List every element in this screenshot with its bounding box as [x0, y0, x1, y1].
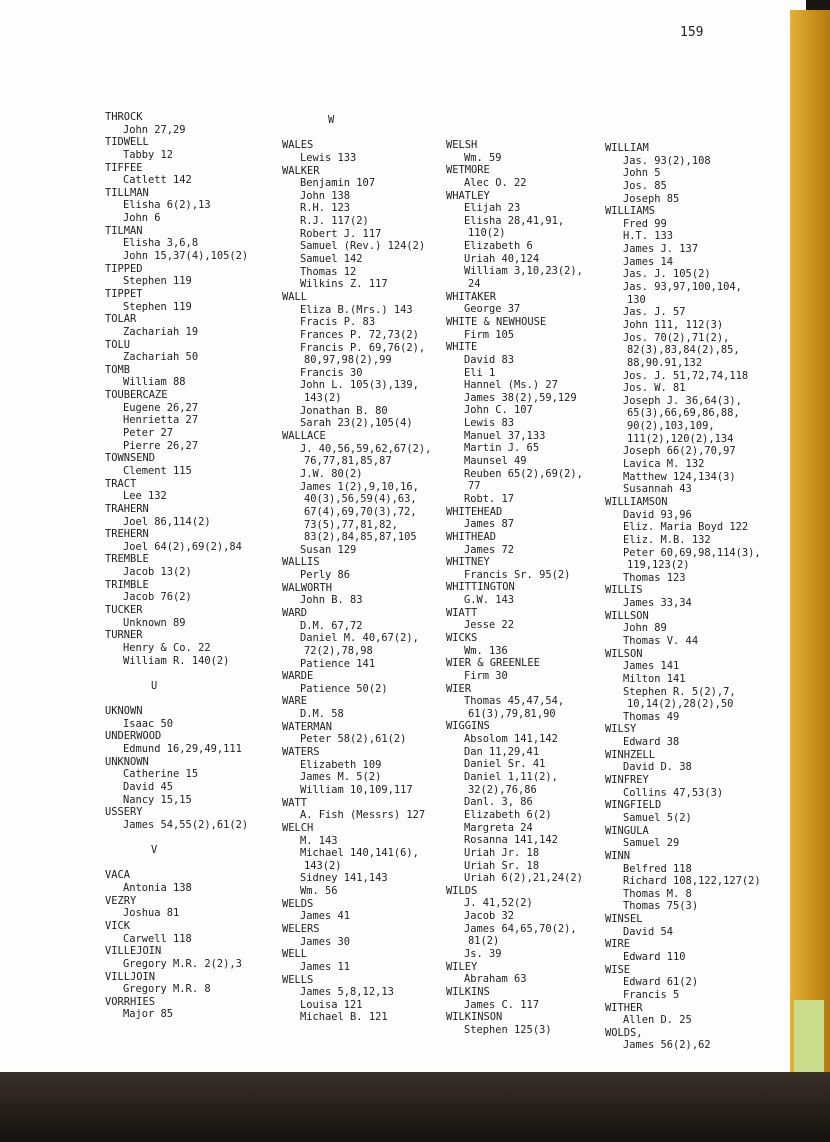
- given-name-entry: Daniel Sr. 41: [464, 758, 546, 771]
- given-name-entry: Robt. 17: [464, 492, 515, 505]
- surname-heading: USSERY: [105, 806, 143, 819]
- surname-heading: TREHERN: [105, 528, 149, 541]
- surname-heading: WILKINSON: [446, 1011, 503, 1024]
- given-name-entry: Thomas 75(3): [623, 900, 699, 913]
- given-name-entry: John 5: [623, 167, 661, 180]
- given-name-entry: Joel 64(2),69(2),84: [123, 540, 242, 553]
- given-name-entry: Absolom 141,142: [464, 733, 558, 746]
- given-name-entry: G.W. 143: [464, 594, 515, 607]
- given-name-entry: John B. 83: [300, 594, 363, 607]
- surname-heading: WIGGINS: [446, 720, 490, 733]
- given-name-entry: James J. 137: [623, 243, 699, 256]
- surname-heading: WHITEHEAD: [446, 505, 503, 518]
- surname-heading: WHITTINGTON: [446, 581, 515, 594]
- given-name-entry: Daniel 1,11(2),: [464, 771, 558, 784]
- index-column-1: [105, 111, 248, 1021]
- given-name-entry: Margreta 24: [464, 821, 533, 834]
- given-name-entry: James M. 5(2): [300, 771, 382, 784]
- entry-continuation: 111(2),120(2),134: [627, 432, 734, 445]
- surname-heading: UNKNOWN: [105, 755, 149, 768]
- given-name-entry: Isaac 50: [123, 717, 174, 730]
- surname-heading: WHITE & NEWHOUSE: [446, 315, 547, 328]
- given-name-entry: Manuel 37,133: [464, 429, 546, 442]
- given-name-entry: Elijah 23: [464, 202, 521, 215]
- given-name-entry: Francis 30: [300, 366, 363, 379]
- given-name-entry: James 14: [623, 255, 674, 268]
- given-name-entry: Henrietta 27: [123, 414, 199, 427]
- entry-continuation: 83(2),84,85,87,105: [304, 531, 417, 544]
- given-name-entry: James C. 117: [464, 998, 540, 1011]
- given-name-entry: Michael B. 121: [300, 1011, 388, 1024]
- given-name-entry: Susannah 43: [623, 483, 692, 496]
- surname-heading: WINN: [605, 849, 631, 862]
- given-name-entry: James 30: [300, 935, 351, 948]
- given-name-entry: M. 143: [300, 834, 338, 847]
- given-name-entry: Jacob 13(2): [123, 566, 192, 579]
- given-name-entry: R.J. 117(2): [300, 215, 369, 228]
- index-column-2: [282, 114, 431, 1024]
- given-name-entry: Samuel 142: [300, 253, 363, 266]
- given-name-entry: Unknown 89: [123, 616, 186, 629]
- surname-heading: WILLIAM: [605, 142, 649, 154]
- surname-heading: TOLU: [105, 338, 131, 351]
- entry-continuation: 88,90.91,132: [627, 356, 703, 369]
- surname-heading: VACA: [105, 869, 131, 882]
- surname-heading: WATT: [282, 796, 308, 809]
- given-name-entry: Matthew 124,134(3): [623, 470, 736, 483]
- given-name-entry: William 88: [123, 376, 186, 389]
- surname-heading: WATERMAN: [282, 720, 333, 733]
- surname-heading: WICKS: [446, 631, 478, 644]
- surname-heading: WILDS: [446, 884, 478, 897]
- given-name-entry: Js. 39: [464, 948, 502, 960]
- entry-continuation: 76,77,81,85,87: [304, 455, 392, 468]
- given-name-entry: Dan 11,29,41: [464, 745, 540, 758]
- given-name-entry: Eugene 26,27: [123, 401, 199, 414]
- surname-heading: TUCKER: [105, 603, 143, 616]
- given-name-entry: Patience 50(2): [300, 682, 388, 695]
- given-name-entry: Jas. J. 105(2): [623, 268, 711, 281]
- given-name-entry: Reuben 65(2),69(2),: [464, 467, 583, 480]
- given-name-entry: Peter 27: [123, 427, 174, 440]
- surname-heading: WILLSON: [605, 609, 649, 622]
- given-name-entry: Carwell 118: [123, 932, 192, 945]
- given-name-entry: Thomas V. 44: [623, 634, 699, 647]
- entry-continuation: 143(2): [304, 859, 342, 872]
- given-name-entry: George 37: [464, 303, 521, 316]
- given-name-entry: Uriah Sr. 18: [464, 859, 540, 872]
- given-name-entry: Tabby 12: [123, 148, 174, 161]
- given-name-entry: Thomas 123: [623, 571, 686, 584]
- given-name-entry: Wm. 136: [464, 644, 508, 657]
- entry-continuation: 119,123(2): [627, 559, 690, 572]
- given-name-entry: Clement 115: [123, 464, 192, 477]
- entry-continuation: 73(5),77,81,82,: [304, 518, 398, 531]
- given-name-entry: Jas. 93(2),108: [623, 154, 711, 167]
- given-name-entry: William 3,10,23(2),: [464, 265, 583, 278]
- entry-continuation: 72(2),78,98: [304, 644, 373, 657]
- surname-heading: WARD: [282, 606, 308, 619]
- surname-heading: THROCK: [105, 111, 143, 123]
- given-name-entry: Francis 5: [623, 988, 680, 1001]
- entry-continuation: 143(2): [304, 392, 342, 405]
- surname-heading: VORRHIES: [105, 995, 156, 1008]
- surname-heading: UKNOWN: [105, 705, 143, 718]
- surname-heading: WIER: [446, 682, 472, 695]
- surname-heading: WILSY: [605, 723, 637, 736]
- given-name-entry: Thomas 49: [623, 710, 680, 723]
- surname-heading: WALWORTH: [282, 581, 333, 594]
- surname-heading: VILLEJOIN: [105, 945, 162, 958]
- given-name-entry: Eliz. Maria Boyd 122: [623, 521, 749, 534]
- given-name-entry: Lavica M. 132: [623, 458, 705, 471]
- surname-heading: TOWNSEND: [105, 452, 156, 465]
- given-name-entry: David 45: [123, 780, 174, 793]
- given-name-entry: Thomas 45,47,54,: [464, 695, 565, 708]
- given-name-entry: John C. 107: [464, 404, 533, 417]
- given-name-entry: Elizabeth 6: [464, 240, 533, 253]
- surname-heading: TOLAR: [105, 313, 137, 326]
- given-name-entry: James 33,34: [623, 597, 692, 610]
- given-name-entry: Danl. 3, 86: [464, 796, 533, 809]
- surname-heading: WELCH: [282, 821, 314, 834]
- entry-continuation: 82(3),83,84(2),85,: [627, 344, 740, 357]
- surname-heading: WINGFIELD: [605, 799, 662, 812]
- given-name-entry: James 38(2),59,129: [464, 391, 577, 404]
- given-name-entry: John L. 105(3),139,: [300, 379, 419, 392]
- given-name-entry: Wm. 56: [300, 885, 338, 898]
- given-name-entry: D.M. 67,72: [300, 619, 363, 632]
- surname-heading: TREMBLE: [105, 553, 149, 566]
- surname-heading: WIRE: [605, 938, 631, 951]
- surname-heading: WATERS: [282, 746, 320, 759]
- given-name-entry: Thomas 12: [300, 265, 357, 278]
- entry-continuation: 130: [627, 293, 646, 306]
- given-name-entry: Catlett 142: [123, 174, 192, 187]
- surname-heading: WHITHEAD: [446, 530, 497, 543]
- surname-heading: TRAHERN: [105, 502, 149, 515]
- given-name-entry: Alec O. 22: [464, 176, 527, 189]
- given-name-entry: Catherine 15: [123, 768, 199, 781]
- section-letter: W: [328, 114, 335, 126]
- surname-heading: WILEY: [446, 960, 478, 973]
- given-name-entry: James 87: [464, 518, 515, 531]
- given-name-entry: Rosanna 141,142: [464, 834, 558, 847]
- surname-heading: TIDWELL: [105, 136, 149, 149]
- given-name-entry: Jas. J. 57: [623, 306, 686, 319]
- given-name-entry: Uriah 40,124: [464, 252, 540, 265]
- surname-heading: VEZRY: [105, 894, 137, 907]
- blank-line: [105, 667, 248, 680]
- surname-heading: WETMORE: [446, 164, 490, 177]
- given-name-entry: James 11: [300, 960, 351, 973]
- surname-heading: TIPPED: [105, 262, 143, 275]
- given-name-entry: Stephen 125(3): [464, 1023, 552, 1036]
- given-name-entry: Firm 105: [464, 328, 515, 341]
- surname-heading: WELSH: [446, 139, 478, 151]
- surname-heading: WELERS: [282, 923, 320, 935]
- given-name-entry: Jos. J. 51,72,74,118: [623, 369, 749, 382]
- surname-heading: WALLIS: [282, 556, 320, 569]
- given-name-entry: John 89: [623, 622, 667, 635]
- given-name-entry: James 64,65,70(2),: [464, 922, 577, 935]
- given-name-entry: Francis P. 69,76(2),: [300, 341, 426, 354]
- surname-heading: WOLDS,: [605, 1026, 643, 1039]
- scan-shadow: [0, 1072, 830, 1142]
- entry-continuation: 81(2): [468, 935, 500, 948]
- surname-heading: WELDS: [282, 897, 314, 910]
- given-name-entry: Samuel 5(2): [623, 811, 692, 824]
- surname-heading: WIATT: [446, 606, 478, 619]
- surname-heading: TOUBERCAZE: [105, 389, 168, 402]
- given-name-entry: Milton 141: [623, 672, 686, 685]
- entry-continuation: 24: [468, 278, 481, 291]
- given-name-entry: William 10,109,117: [300, 783, 413, 796]
- surname-heading: UNDERWOOD: [105, 730, 162, 743]
- given-name-entry: Hannel (Ms.) 27: [464, 379, 558, 392]
- given-name-entry: Jacob 76(2): [123, 591, 192, 604]
- surname-heading: WHITE: [446, 341, 478, 354]
- given-name-entry: Patience 141: [300, 657, 376, 670]
- given-name-entry: Uriah 6(2),21,24(2): [464, 872, 583, 885]
- given-name-entry: Jos. 70(2),71(2),: [623, 331, 730, 344]
- given-name-entry: Daniel M. 40,67(2),: [300, 632, 419, 645]
- surname-heading: WILLIAMS: [605, 205, 656, 218]
- given-name-entry: Jesse 22: [464, 619, 515, 632]
- given-name-entry: Lewis 133: [300, 151, 357, 164]
- entry-continuation: 67(4),69,70(3),72,: [304, 505, 417, 518]
- given-name-entry: Gregory M.R. 2(2),3: [123, 957, 242, 970]
- given-name-entry: Elizabeth 6(2): [464, 808, 552, 821]
- surname-heading: WALL: [282, 290, 308, 303]
- given-name-entry: Allen D. 25: [623, 1014, 692, 1027]
- given-name-entry: David 93,96: [623, 508, 692, 521]
- surname-heading: TIPPET: [105, 287, 143, 300]
- given-name-entry: Sarah 23(2),105(4): [300, 417, 413, 430]
- surname-heading: WISE: [605, 963, 631, 976]
- given-name-entry: Joshua 81: [123, 907, 180, 920]
- given-name-entry: Elizabeth 109: [300, 758, 382, 771]
- surname-heading: WILSON: [605, 647, 643, 660]
- given-name-entry: Uriah Jr. 18: [464, 846, 540, 859]
- given-name-entry: Edward 38: [623, 736, 680, 749]
- given-name-entry: A. Fish (Messrs) 127: [300, 809, 426, 822]
- given-name-entry: Jonathan B. 80: [300, 404, 388, 417]
- surname-heading: TRIMBLE: [105, 578, 149, 591]
- given-name-entry: Peter 58(2),61(2): [300, 733, 407, 746]
- given-name-entry: James 54,55(2),61(2): [123, 818, 249, 831]
- given-name-entry: Antonia 138: [123, 882, 192, 895]
- given-name-entry: Francis Sr. 95(2): [464, 568, 571, 581]
- surname-heading: TILLMAN: [105, 186, 149, 199]
- surname-heading: WILLIAMSON: [605, 495, 668, 508]
- given-name-entry: Collins 47,53(3): [623, 786, 724, 799]
- given-name-entry: David 54: [623, 925, 674, 938]
- given-name-entry: Richard 108,122,127(2): [623, 875, 761, 888]
- given-name-entry: John 27,29: [123, 123, 186, 136]
- given-name-entry: James 72: [464, 543, 515, 556]
- book-edge-decoration: [790, 10, 830, 1072]
- book-edge-tab: [794, 1000, 824, 1072]
- given-name-entry: J. 40,56,59,62,67(2),: [300, 442, 432, 455]
- section-letter: U: [151, 679, 158, 692]
- given-name-entry: Zachariah 50: [123, 351, 199, 364]
- given-name-entry: Wilkins Z. 117: [300, 278, 388, 291]
- surname-heading: WARDE: [282, 670, 314, 683]
- given-name-entry: Jas. 93,97,100,104,: [623, 281, 742, 294]
- blank-line: [105, 692, 248, 705]
- surname-heading: TIFFEE: [105, 161, 143, 174]
- entry-continuation: 110(2): [468, 227, 506, 240]
- surname-heading: WHITNEY: [446, 556, 490, 569]
- surname-heading: WELL: [282, 948, 308, 961]
- given-name-entry: Joseph 85: [623, 192, 680, 205]
- given-name-entry: Stephen 119: [123, 300, 192, 313]
- entry-continuation: 40(3),56,59(4),63,: [304, 493, 417, 506]
- given-name-entry: Maunsel 49: [464, 455, 527, 468]
- entry-continuation: 90(2),103,109,: [627, 420, 715, 433]
- surname-heading: WHITAKER: [446, 290, 497, 303]
- given-name-entry: Gregory M.R. 8: [123, 983, 211, 996]
- given-name-entry: Fred 99: [623, 217, 667, 230]
- given-name-entry: H.T. 133: [623, 230, 674, 243]
- given-name-entry: Elisha 3,6,8: [123, 237, 199, 250]
- given-name-entry: Jacob 32: [464, 910, 515, 923]
- blank-line: [105, 832, 248, 845]
- surname-heading: WIER & GREENLEE: [446, 657, 540, 670]
- entry-continuation: 80,97,98(2),99: [304, 354, 392, 367]
- given-name-entry: Martin J. 65: [464, 442, 540, 455]
- given-name-entry: James 56(2),62: [623, 1039, 711, 1052]
- given-name-entry: Stephen 119: [123, 275, 192, 288]
- given-name-entry: Michael 140,141(6),: [300, 847, 419, 860]
- given-name-entry: William R. 140(2): [123, 654, 230, 667]
- given-name-entry: Edward 61(2): [623, 976, 699, 989]
- given-name-entry: Samuel 29: [623, 837, 680, 850]
- surname-heading: WELLS: [282, 973, 314, 986]
- given-name-entry: R.H. 123: [300, 202, 351, 215]
- surname-heading: WALES: [282, 139, 314, 152]
- given-name-entry: Belfred 118: [623, 862, 692, 875]
- given-name-entry: Susan 129: [300, 543, 357, 556]
- surname-heading: WITHER: [605, 1001, 643, 1014]
- given-name-entry: Fracis P. 83: [300, 316, 376, 329]
- entry-continuation: 10,14(2),28(2),50: [627, 698, 734, 711]
- surname-heading: WINFREY: [605, 774, 649, 787]
- entry-continuation: 77: [468, 480, 481, 493]
- given-name-entry: Jos. 85: [623, 179, 667, 192]
- given-name-entry: Frances P. 72,73(2): [300, 328, 419, 341]
- given-name-entry: Elisha 6(2),13: [123, 199, 211, 212]
- given-name-entry: Stephen R. 5(2),7,: [623, 685, 736, 698]
- surname-heading: WARE: [282, 695, 308, 708]
- given-name-entry: Zachariah 19: [123, 325, 199, 338]
- given-name-entry: David 83: [464, 353, 515, 366]
- surname-heading: TRACT: [105, 477, 137, 490]
- surname-heading: WALLACE: [282, 430, 326, 443]
- given-name-entry: Wm. 59: [464, 151, 502, 164]
- given-name-entry: Firm 30: [464, 669, 508, 682]
- given-name-entry: John 138: [300, 189, 351, 202]
- surname-heading: WILLIS: [605, 584, 643, 597]
- surname-heading: WINSEL: [605, 913, 643, 926]
- surname-heading: TURNER: [105, 629, 143, 642]
- given-name-entry: Robert J. 117: [300, 227, 382, 240]
- surname-heading: VICK: [105, 920, 131, 932]
- blank-line: [105, 857, 248, 870]
- index-column-3: [446, 139, 583, 1036]
- given-name-entry: James 41: [300, 910, 351, 923]
- given-name-entry: James 141: [623, 660, 680, 673]
- given-name-entry: Pierre 26,27: [123, 439, 199, 452]
- given-name-entry: D.M. 58: [300, 708, 344, 721]
- given-name-entry: Eli 1: [464, 366, 496, 379]
- section-letter: V: [151, 844, 158, 857]
- given-name-entry: Thomas M. 8: [623, 887, 692, 900]
- given-name-entry: Henry & Co. 22: [123, 641, 211, 654]
- given-name-entry: Louisa 121: [300, 998, 363, 1011]
- given-name-entry: Jos. W. 81: [623, 382, 686, 395]
- given-name-entry: Joseph 66(2),70,97: [623, 445, 736, 458]
- given-name-entry: John 6: [123, 212, 161, 225]
- given-name-entry: Eliza B.(Mrs.) 143: [300, 303, 413, 316]
- surname-heading: WINGULA: [605, 824, 649, 837]
- given-name-entry: Abraham 63: [464, 973, 527, 986]
- given-name-entry: Peter 60,69,98,114(3),: [623, 546, 761, 559]
- given-name-entry: Edward 110: [623, 951, 686, 963]
- given-name-entry: Joseph J. 36,64(3),: [623, 394, 742, 407]
- given-name-entry: Sidney 141,143: [300, 872, 388, 885]
- surname-heading: VILLJOIN: [105, 970, 156, 983]
- page-number: 159: [680, 25, 704, 40]
- given-name-entry: Elisha 28,41,91,: [464, 214, 565, 227]
- given-name-entry: John 15,37(4),105(2): [123, 250, 249, 263]
- surname-heading: WALKER: [282, 164, 320, 177]
- given-name-entry: Perly 86: [300, 569, 351, 582]
- given-name-entry: Benjamin 107: [300, 177, 376, 190]
- surname-heading: TOMB: [105, 363, 131, 376]
- given-name-entry: James 1(2),9,10,16,: [300, 480, 419, 493]
- given-name-entry: Eliz. M.B. 132: [623, 533, 711, 546]
- surname-heading: WINHZELL: [605, 748, 656, 761]
- blank-line: [282, 127, 431, 140]
- entry-continuation: 61(3),79,81,90: [468, 707, 556, 720]
- entry-continuation: 32(2),76,86: [468, 783, 537, 796]
- given-name-entry: J. 41,52(2): [464, 897, 533, 910]
- given-name-entry: Nancy 15,15: [123, 793, 192, 806]
- surname-heading: TILMAN: [105, 224, 143, 237]
- given-name-entry: Samuel (Rev.) 124(2): [300, 240, 426, 253]
- given-name-entry: John 111, 112(3): [623, 318, 724, 331]
- entry-continuation: 65(3),66,69,86,88,: [627, 407, 740, 420]
- given-name-entry: Lee 132: [123, 490, 167, 503]
- given-name-entry: Edmund 16,29,49,111: [123, 743, 242, 756]
- given-name-entry: Major 85: [123, 1008, 174, 1021]
- given-name-entry: Joel 86,114(2): [123, 515, 211, 528]
- given-name-entry: David D. 38: [623, 761, 692, 774]
- surname-heading: WILKINS: [446, 985, 490, 998]
- given-name-entry: Lewis 83: [464, 417, 515, 430]
- surname-heading: WHATLEY: [446, 189, 490, 202]
- given-name-entry: James 5,8,12,13: [300, 986, 394, 999]
- index-column-4: [605, 142, 761, 1052]
- given-name-entry: J.W. 80(2): [300, 467, 363, 480]
